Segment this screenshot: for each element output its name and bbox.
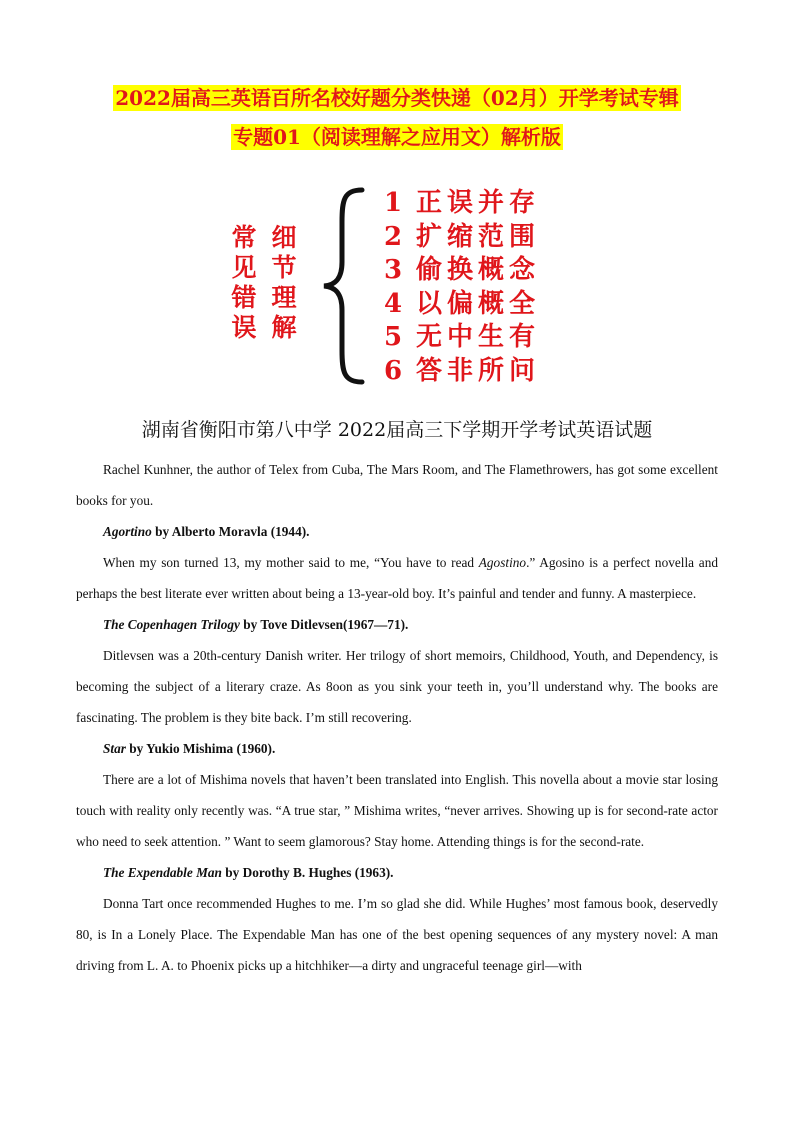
- book-heading: [76, 733, 718, 764]
- error-type-list: [384, 187, 540, 389]
- error-item-text: 正误并存: [416, 188, 541, 218]
- subtitle-highlight: 专题01（阅读理解之应用文）解析版: [233, 125, 561, 149]
- book-heading: [76, 609, 718, 640]
- error-item-text: 无中生有: [416, 322, 541, 353]
- book-text: .” Agosino is a perfect novella and perhaps the best literate ever written about being a 13-year-old boy. It’s painful and tender and funny. A masterpiece.: [76, 555, 718, 601]
- diagram-left-label-detail-comprehension: [268, 223, 300, 343]
- book-byline: by Tove Ditlevsen(1967—71).: [239, 617, 409, 632]
- error-item: [384, 288, 540, 322]
- label-char: 错: [231, 283, 257, 312]
- error-item-text: 扩缩范围: [416, 221, 541, 252]
- error-item-number: 2: [384, 221, 408, 252]
- common-errors-diagram: [0, 180, 794, 390]
- reading-passage: [76, 454, 718, 981]
- label-char: 解: [271, 313, 297, 342]
- error-item-number: 5: [384, 322, 408, 353]
- book-text: When my son turned 13, my mother said to me, “You have to read: [103, 555, 479, 570]
- book-title: Star: [103, 741, 126, 756]
- error-item-text: 偷换概念: [416, 255, 541, 286]
- exam-section-heading: 湖南省衡阳市第八中学 2022届高三下学期开学考试英语试题: [141, 419, 653, 441]
- book-description: [76, 547, 718, 609]
- error-item-number: 3: [384, 255, 408, 286]
- book-description: Donna Tart once recommended Hughes to me. I’m so glad she did. While Hughes’ most famous book, deservedly 80, is In a Lonely Place. The Expendable Man has one of the best opening sequences of any mystery novel: A man driving from L. A. to Phoenix picks up a hitchhiker—a dirty and ungraceful teenage girl—with: [76, 896, 718, 973]
- error-item-number: 4: [384, 288, 408, 319]
- label-char: 误: [231, 313, 257, 342]
- intro-paragraph: Rachel Kunhner, the author of Telex from Cuba, The Mars Room, and The Flamethrowers, has got some excellent books for you.: [76, 462, 718, 508]
- book-byline: by Yukio Mishima (1960).: [125, 741, 276, 756]
- label-char: 理: [271, 283, 297, 312]
- book-description: There are a lot of Mishima novels that haven’t been translated into English. This novella about a movie star losing touch with reality only recently was. “A true star, ” Mishima writes, “never arrives. Showing up is for second-rate actor who need to seek attention. ” Want to seem glamorous? Stay home. Attending things is for the second-rate.: [76, 772, 718, 849]
- book-byline: by Alberto Moravla (1944).: [151, 524, 310, 539]
- document-title-line-1: [0, 84, 794, 112]
- book-title: The Expendable Man: [103, 865, 222, 880]
- error-item: [384, 187, 540, 221]
- error-item: [384, 254, 540, 288]
- book-heading: [76, 857, 718, 888]
- diagram-left-label-common-errors: [228, 223, 260, 343]
- book-text-italic: Agostino: [478, 555, 527, 570]
- error-item-number: 6: [384, 355, 408, 386]
- document-title-line-2: [0, 123, 794, 151]
- error-item-number: 1: [384, 188, 408, 218]
- error-item: [384, 355, 540, 389]
- book-byline: by Dorothy B. Hughes (1963).: [221, 865, 394, 880]
- book-heading: [76, 516, 718, 547]
- error-item: [384, 221, 540, 255]
- book-description: Ditlevsen was a 20th-century Danish writer. Her trilogy of short memoirs, Childhood, Youth, and Dependency, is becoming the subject of a literary craze. As 8oon as you sink your teeth in, you’ll understand why. The books are fascinating. The problem is they bite back. I’m still recovering.: [76, 648, 718, 725]
- label-char: 节: [271, 253, 297, 282]
- label-char: 常: [231, 223, 257, 252]
- book-title: The Copenhagen Trilogy: [103, 617, 240, 632]
- title-highlight: 2022届高三英语百所名校好题分类快递（02月）开学考试专辑: [115, 86, 679, 110]
- error-item: [384, 321, 540, 355]
- curly-brace-icon: [318, 186, 366, 386]
- label-char: 见: [231, 253, 257, 282]
- error-item-text: 答非所问: [416, 355, 541, 386]
- error-item-text: 以偏概全: [416, 288, 541, 319]
- book-title: Agortino: [103, 524, 152, 539]
- label-char: 细: [271, 223, 297, 252]
